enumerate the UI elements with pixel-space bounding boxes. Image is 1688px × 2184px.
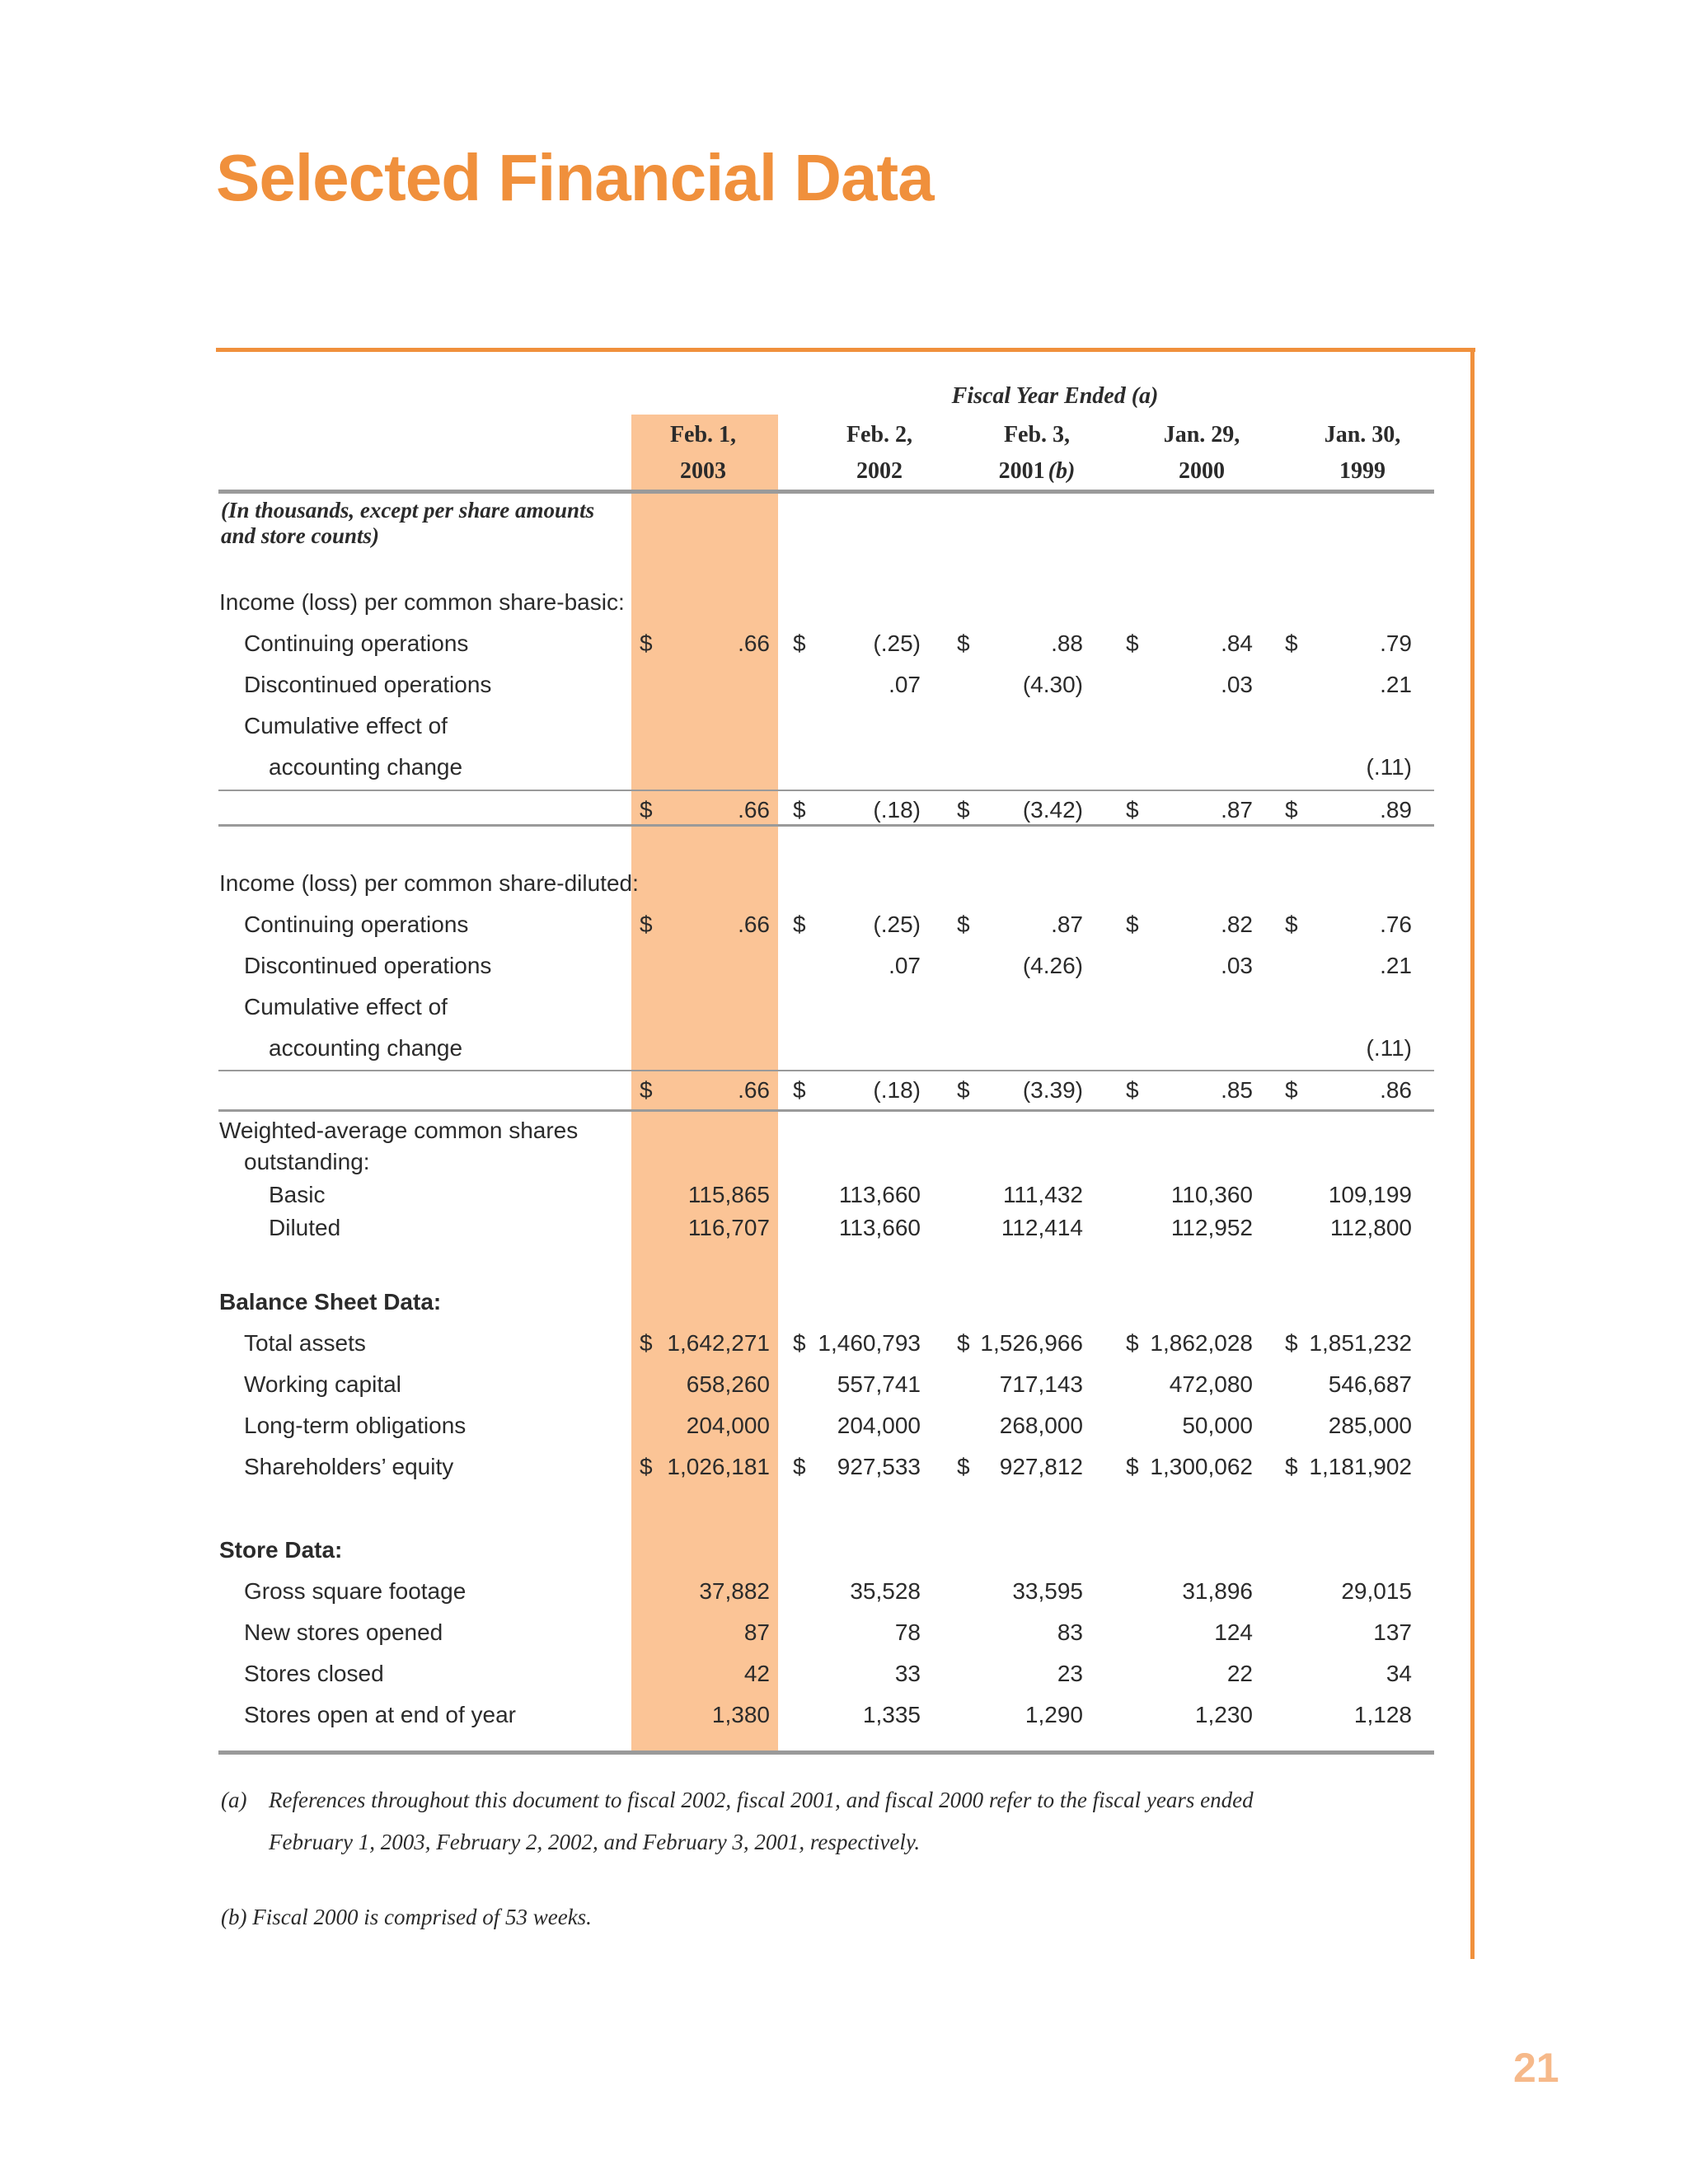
column-header — [959, 417, 1115, 490]
table-row — [0, 908, 1688, 941]
currency-symbol: $ — [957, 1454, 970, 1479]
cell-value: 35,528 — [850, 1578, 921, 1604]
cell-value: (3.39) — [1022, 1077, 1083, 1103]
currency-symbol: $ — [640, 630, 653, 656]
currency-symbol: $ — [957, 1077, 970, 1103]
column-header-date: Jan. 30, — [1324, 422, 1401, 448]
currency-symbol: $ — [957, 797, 970, 823]
cell-value: 268,000 — [999, 1413, 1083, 1438]
cell-value: .66 — [738, 1077, 770, 1103]
column-header-year-text: 1999 — [1339, 458, 1386, 484]
cell-value: .82 — [1221, 912, 1253, 937]
cell-value: (.18) — [873, 797, 921, 823]
cell-value: 78 — [894, 1619, 921, 1645]
currency-symbol: $ — [1285, 630, 1298, 656]
currency-symbol: $ — [640, 912, 653, 937]
column-header — [625, 417, 781, 490]
row-label: outstanding: — [244, 1149, 370, 1174]
currency-symbol: $ — [957, 1330, 970, 1356]
table-row — [0, 1451, 1688, 1483]
footnote-a-marker: (a) — [221, 1788, 247, 1812]
column-header-date: Feb. 2, — [846, 422, 913, 448]
cell-value: .07 — [889, 672, 921, 697]
currency-symbol: $ — [793, 1330, 806, 1356]
column-header — [1284, 417, 1441, 490]
currency-symbol: $ — [640, 1077, 653, 1103]
column-header-year-text: 2001 — [998, 458, 1045, 484]
column-header-year — [625, 453, 781, 490]
row-label: Shareholders’ equity — [244, 1454, 454, 1479]
cell-value: 50,000 — [1182, 1413, 1253, 1438]
cell-value: (.11) — [1366, 754, 1412, 780]
cell-value: 1,380 — [711, 1702, 770, 1727]
currency-symbol: $ — [1126, 1454, 1139, 1479]
cell-value: 33 — [894, 1661, 921, 1686]
currency-symbol: $ — [1126, 1330, 1139, 1356]
row-label: Basic — [269, 1182, 326, 1207]
column-header-date: Jan. 29, — [1163, 422, 1240, 448]
row-label: Gross square footage — [244, 1578, 467, 1604]
currency-symbol: $ — [1126, 797, 1139, 823]
row-label: Discontinued operations — [244, 672, 492, 697]
cell-value: .84 — [1221, 630, 1253, 656]
table-row — [0, 751, 1688, 784]
table-bottom-rule — [218, 1750, 1434, 1755]
cell-value: .21 — [1380, 953, 1412, 978]
row-label: Cumulative effect of — [244, 994, 448, 1019]
table-row — [0, 1575, 1688, 1608]
cell-value: 137 — [1373, 1619, 1412, 1645]
row-label: Working capital — [244, 1371, 401, 1397]
row-label: Weighted-average common shares — [219, 1118, 579, 1143]
cell-value: .07 — [889, 953, 921, 978]
cell-value: 113,660 — [838, 1215, 921, 1240]
cell-value: 113,660 — [838, 1182, 921, 1207]
total-rule-basic — [218, 824, 1434, 827]
table-row — [0, 949, 1688, 982]
column-header-date: Feb. 3, — [1003, 422, 1071, 448]
header-rule — [218, 490, 1434, 494]
cell-value: 1,335 — [862, 1702, 921, 1727]
cell-value: (.25) — [873, 630, 921, 656]
cell-value: 1,642,271 — [667, 1330, 770, 1356]
cell-value: .89 — [1380, 797, 1412, 823]
cell-value: .76 — [1380, 912, 1412, 937]
table-row — [0, 1657, 1688, 1690]
table-row — [0, 867, 1688, 900]
column-header-year-text: 2000 — [1179, 458, 1225, 484]
fiscal-year-label: Fiscal Year Ended (a) — [951, 383, 1159, 409]
table-row — [0, 1616, 1688, 1649]
currency-symbol: $ — [793, 1077, 806, 1103]
table-row — [0, 1699, 1688, 1732]
table-row — [0, 1368, 1688, 1401]
cell-value: 31,896 — [1182, 1578, 1253, 1604]
row-label: Cumulative effect of — [244, 713, 448, 738]
cell-value: 109,199 — [1328, 1182, 1412, 1207]
cell-value: 110,360 — [1170, 1182, 1253, 1207]
row-label: Continuing operations — [244, 912, 469, 937]
table-row — [0, 1146, 1688, 1179]
cell-value: 29,015 — [1341, 1578, 1412, 1604]
currency-symbol: $ — [1285, 912, 1298, 937]
cell-value: 37,882 — [699, 1578, 770, 1604]
row-label: Diluted — [269, 1215, 341, 1240]
column-header-date: Feb. 1, — [669, 422, 737, 448]
currency-symbol: $ — [793, 912, 806, 937]
column-header-year-text: 2002 — [856, 458, 903, 484]
row-label: Total assets — [244, 1330, 366, 1356]
row-label: accounting change — [269, 1035, 463, 1061]
cell-value: 1,851,232 — [1309, 1330, 1412, 1356]
cell-value: 927,812 — [999, 1454, 1083, 1479]
cell-value: 472,080 — [1169, 1371, 1253, 1397]
cell-value: (.18) — [873, 1077, 921, 1103]
cell-value: 116,707 — [687, 1215, 770, 1240]
cell-value: .87 — [1051, 912, 1083, 937]
cell-value: .87 — [1221, 797, 1253, 823]
cell-value: 112,952 — [1170, 1215, 1253, 1240]
table-row — [0, 1286, 1688, 1319]
cell-value: .85 — [1221, 1077, 1253, 1103]
cell-value: 1,862,028 — [1150, 1330, 1253, 1356]
currency-symbol: $ — [793, 797, 806, 823]
cell-value: (.25) — [873, 912, 921, 937]
column-header-year-text: 2003 — [680, 458, 726, 484]
currency-symbol: $ — [1126, 1077, 1139, 1103]
currency-symbol: $ — [1285, 1454, 1298, 1479]
currency-symbol: $ — [1126, 912, 1139, 937]
column-header-year — [1123, 453, 1280, 490]
cell-value: .66 — [738, 630, 770, 656]
cell-value: (3.42) — [1022, 797, 1083, 823]
currency-symbol: $ — [957, 630, 970, 656]
footnote-a-line2: February 1, 2003, February 2, 2002, and February 3, 2001, respectively. — [269, 1830, 921, 1854]
cell-value: 33,595 — [1012, 1578, 1083, 1604]
cell-value: 112,800 — [1329, 1215, 1412, 1240]
currency-symbol: $ — [640, 797, 653, 823]
cell-value: 111,432 — [1002, 1182, 1083, 1207]
footnote-b: (b) Fiscal 2000 is comprised of 53 weeks. — [221, 1905, 592, 1929]
subtotal-rule-basic — [218, 790, 1434, 791]
table-row — [0, 1114, 1688, 1147]
currency-symbol: $ — [1285, 797, 1298, 823]
page-number: 21 — [1513, 2045, 1559, 2091]
currency-symbol: $ — [957, 912, 970, 937]
cell-value: .66 — [738, 797, 770, 823]
cell-value: .88 — [1051, 630, 1083, 656]
table-row — [0, 1074, 1688, 1107]
row-label: Stores open at end of year — [244, 1702, 516, 1727]
cell-value: (4.26) — [1022, 953, 1083, 978]
cell-value: .86 — [1380, 1077, 1412, 1103]
cell-value: 87 — [743, 1619, 770, 1645]
cell-value: .66 — [738, 912, 770, 937]
row-label: Long-term obligations — [244, 1413, 467, 1438]
currency-symbol: $ — [1126, 630, 1139, 656]
cell-value: 204,000 — [837, 1413, 921, 1438]
page-title: Selected Financial Data — [216, 141, 934, 214]
footnote-a-line1: References throughout this document to fiscal 2002, fiscal 2001, and fiscal 2000 refer to the fiscal years ended — [269, 1788, 1254, 1812]
cell-value: (4.30) — [1022, 672, 1083, 697]
table-row — [0, 1534, 1688, 1567]
currency-symbol: $ — [1285, 1077, 1298, 1103]
section-heading: Balance Sheet Data: — [219, 1289, 442, 1315]
cell-value: 1,460,793 — [818, 1330, 921, 1356]
units-note: (In thousands, except per share amounts and store counts) — [221, 498, 595, 548]
currency-symbol: $ — [793, 1454, 806, 1479]
cell-value: .79 — [1380, 630, 1412, 656]
table-row — [0, 991, 1688, 1024]
cell-value: 83 — [1057, 1619, 1083, 1645]
cell-value: (.11) — [1366, 1035, 1412, 1061]
cell-value: .03 — [1221, 672, 1253, 697]
currency-symbol: $ — [793, 630, 806, 656]
column-header-year — [801, 453, 958, 490]
row-label: Stores closed — [244, 1661, 384, 1686]
cell-value: 1,181,902 — [1309, 1454, 1412, 1479]
cell-value: 22 — [1226, 1661, 1253, 1686]
table-row — [0, 1327, 1688, 1360]
cell-value: 658,260 — [686, 1371, 770, 1397]
cell-value: 1,526,966 — [980, 1330, 1083, 1356]
table-row — [0, 586, 1688, 619]
cell-value: 115,865 — [687, 1182, 770, 1207]
table-row — [0, 1212, 1688, 1244]
cell-value: 1,128 — [1353, 1702, 1412, 1727]
currency-symbol: $ — [640, 1454, 653, 1479]
cell-value: 285,000 — [1328, 1413, 1412, 1438]
cell-value: 546,687 — [1328, 1371, 1412, 1397]
column-header — [1123, 417, 1280, 490]
column-header-footnote-ref: (b) — [1048, 458, 1076, 484]
row-label: Continuing operations — [244, 630, 469, 656]
currency-symbol: $ — [640, 1330, 653, 1356]
cell-value: 42 — [743, 1661, 770, 1686]
cell-value: 112,414 — [1001, 1215, 1083, 1240]
table-row — [0, 1409, 1688, 1442]
cell-value: 34 — [1386, 1661, 1412, 1686]
column-header-year — [1284, 453, 1441, 490]
row-label: New stores opened — [244, 1619, 443, 1645]
table-row — [0, 710, 1688, 743]
row-label: Income (loss) per common share-diluted: — [219, 870, 639, 896]
cell-value: 1,230 — [1194, 1702, 1253, 1727]
cell-value: 557,741 — [837, 1371, 921, 1397]
cell-value: 1,290 — [1025, 1702, 1083, 1727]
cell-value: 1,300,062 — [1150, 1454, 1253, 1479]
row-label: Income (loss) per common share-basic: — [219, 589, 625, 615]
table-row — [0, 1032, 1688, 1065]
cell-value: 124 — [1214, 1619, 1253, 1645]
top-accent-rule — [216, 348, 1475, 352]
cell-value: .03 — [1221, 953, 1253, 978]
total-rule-diluted — [218, 1109, 1434, 1112]
cell-value: 1,026,181 — [667, 1454, 770, 1479]
subtotal-rule-diluted — [218, 1070, 1434, 1071]
table-row — [0, 1179, 1688, 1212]
table-row — [0, 668, 1688, 701]
column-header — [801, 417, 958, 490]
cell-value: .21 — [1380, 672, 1412, 697]
table-row — [0, 627, 1688, 660]
cell-value: 23 — [1057, 1661, 1083, 1686]
section-heading: Store Data: — [219, 1537, 343, 1563]
cell-value: 927,533 — [837, 1454, 921, 1479]
table-row — [0, 794, 1688, 827]
column-header-year — [959, 453, 1115, 490]
row-label: Discontinued operations — [244, 953, 492, 978]
cell-value: 717,143 — [999, 1371, 1083, 1397]
row-label: accounting change — [269, 754, 463, 780]
currency-symbol: $ — [1285, 1330, 1298, 1356]
cell-value: 204,000 — [686, 1413, 770, 1438]
